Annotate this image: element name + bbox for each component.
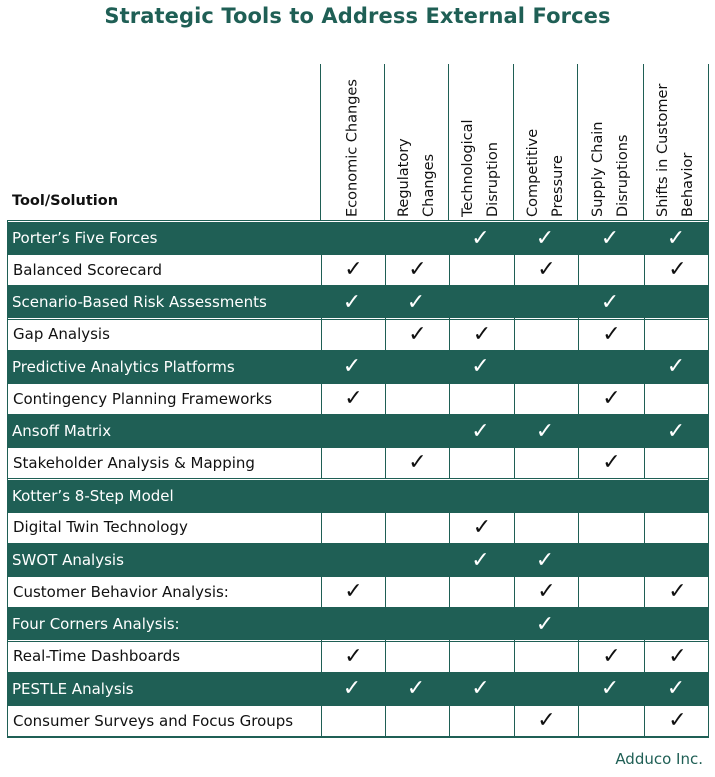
table-row xyxy=(7,447,709,479)
column-header-label: Regulatory Changes xyxy=(395,138,437,217)
tool-name: Four Corners Analysis: xyxy=(12,615,180,634)
check-mark-icon: ✓ xyxy=(449,318,514,350)
empty-cell xyxy=(384,608,448,640)
table-row xyxy=(7,576,709,608)
check-mark-icon: ✓ xyxy=(535,418,555,444)
table-row xyxy=(7,608,709,640)
table-row xyxy=(7,512,709,544)
empty-cell xyxy=(321,705,385,737)
empty-cell xyxy=(513,286,577,318)
column-header-3 xyxy=(513,64,577,220)
empty-cell xyxy=(514,318,578,350)
empty-cell xyxy=(448,480,513,512)
tool-column-header: Tool/Solution xyxy=(12,193,119,209)
check-mark-icon: ✓ xyxy=(514,705,578,737)
tool-name: Digital Twin Technology xyxy=(13,518,188,537)
empty-cell xyxy=(449,383,514,415)
check-mark-icon: ✓ xyxy=(535,611,555,637)
check-mark-icon: ✓ xyxy=(385,447,449,479)
check-mark-icon: ✓ xyxy=(600,225,620,251)
tool-name: Real-Time Dashboards xyxy=(13,647,181,666)
empty-cell xyxy=(514,447,578,479)
tool-name: Contingency Planning Frameworks xyxy=(13,389,273,408)
table-row xyxy=(7,254,709,286)
check-mark-icon: ✓ xyxy=(644,576,710,608)
empty-cell xyxy=(385,383,449,415)
column-header-2 xyxy=(448,64,513,220)
tool-name: Ansoff Matrix xyxy=(12,422,112,441)
empty-cell xyxy=(577,608,643,640)
check-mark-icon: ✓ xyxy=(321,254,385,286)
empty-cell xyxy=(384,480,448,512)
tool-name: Customer Behavior Analysis: xyxy=(13,582,229,601)
empty-cell xyxy=(513,673,577,705)
empty-cell xyxy=(320,480,384,512)
column-header-label: Technological Disruption xyxy=(460,119,501,217)
tool-name: Consumer Surveys and Focus Groups xyxy=(13,711,294,730)
empty-cell xyxy=(577,544,643,576)
empty-cell xyxy=(385,640,449,672)
tool-name: Porter’s Five Forces xyxy=(12,229,158,247)
empty-cell xyxy=(384,415,448,447)
table-row xyxy=(7,480,709,512)
column-header-label: Shifts in Customer Behavior xyxy=(655,83,696,217)
tool-name: Scenario-Based Risk Assessments xyxy=(12,293,267,312)
check-mark-icon: ✓ xyxy=(471,354,490,380)
check-mark-icon: ✓ xyxy=(578,318,644,350)
check-mark-icon: ✓ xyxy=(342,354,362,380)
check-mark-icon: ✓ xyxy=(644,254,710,286)
table-row xyxy=(7,415,709,447)
empty-cell xyxy=(384,351,448,383)
check-mark-icon: ✓ xyxy=(471,225,490,251)
check-mark-icon: ✓ xyxy=(449,511,514,543)
empty-cell xyxy=(578,254,644,286)
empty-cell xyxy=(643,286,709,318)
tool-name: SWOT Analysis xyxy=(12,551,124,569)
check-mark-icon: ✓ xyxy=(535,225,555,251)
check-mark-icon: ✓ xyxy=(578,383,644,415)
empty-cell xyxy=(643,608,709,640)
check-mark-icon: ✓ xyxy=(471,676,490,702)
check-mark-icon: ✓ xyxy=(471,547,490,573)
empty-cell xyxy=(578,511,644,543)
table-row xyxy=(7,351,709,383)
column-header-4 xyxy=(577,64,643,220)
check-mark-icon: ✓ xyxy=(600,289,620,315)
check-mark-icon: ✓ xyxy=(535,547,555,573)
empty-cell xyxy=(449,576,514,608)
empty-cell xyxy=(449,640,514,672)
table-row xyxy=(7,286,709,318)
empty-cell xyxy=(514,511,578,543)
check-mark-icon: ✓ xyxy=(406,289,426,315)
column-header-1 xyxy=(384,64,448,220)
footer-credit: Adduco Inc. xyxy=(615,750,703,768)
tool-name: Kotter’s 8-Step Model xyxy=(12,486,174,505)
check-mark-icon: ✓ xyxy=(514,254,578,286)
check-mark-icon: ✓ xyxy=(644,705,710,737)
empty-cell xyxy=(643,480,709,512)
check-mark-icon: ✓ xyxy=(321,383,385,415)
table-row xyxy=(7,222,709,254)
column-header-5 xyxy=(643,64,709,220)
empty-cell xyxy=(321,511,385,543)
empty-cell xyxy=(644,383,710,415)
empty-cell xyxy=(384,222,448,254)
empty-cell xyxy=(385,511,449,543)
empty-cell xyxy=(320,222,384,254)
check-mark-icon: ✓ xyxy=(578,447,644,479)
empty-cell xyxy=(577,351,643,383)
table-row xyxy=(7,705,709,737)
empty-cell xyxy=(384,544,448,576)
empty-cell xyxy=(577,415,643,447)
empty-cell xyxy=(514,383,578,415)
empty-cell xyxy=(644,511,710,543)
empty-cell xyxy=(385,576,449,608)
empty-cell xyxy=(644,318,710,350)
check-mark-icon: ✓ xyxy=(666,676,686,702)
check-mark-icon: ✓ xyxy=(471,418,490,444)
empty-cell xyxy=(514,640,578,672)
empty-cell xyxy=(449,705,514,737)
check-mark-icon: ✓ xyxy=(321,640,385,672)
empty-cell xyxy=(385,705,449,737)
check-mark-icon: ✓ xyxy=(342,676,362,702)
table-row xyxy=(7,641,709,673)
column-header-label: Economic Changes xyxy=(344,79,360,217)
check-mark-icon: ✓ xyxy=(385,254,449,286)
empty-cell xyxy=(513,480,577,512)
check-mark-icon: ✓ xyxy=(406,676,426,702)
empty-cell xyxy=(320,608,384,640)
page-title: Strategic Tools to Address External Forces xyxy=(104,4,611,28)
check-mark-icon: ✓ xyxy=(666,225,686,251)
empty-cell xyxy=(449,254,514,286)
check-mark-icon: ✓ xyxy=(321,576,385,608)
empty-cell xyxy=(578,705,644,737)
tool-name: Stakeholder Analysis & Mapping xyxy=(13,453,255,472)
table-row xyxy=(7,319,709,351)
empty-cell xyxy=(449,447,514,479)
check-mark-icon: ✓ xyxy=(644,640,710,672)
check-mark-icon: ✓ xyxy=(342,289,362,315)
table-row xyxy=(7,673,709,705)
column-header-label: Competitive Pressure xyxy=(524,128,566,217)
empty-cell xyxy=(321,447,385,479)
tool-name: PESTLE Analysis xyxy=(12,679,134,698)
empty-cell xyxy=(448,608,513,640)
tool-name: Gap Analysis xyxy=(13,325,110,344)
check-mark-icon: ✓ xyxy=(600,676,620,702)
column-header-label: Supply Chain Disruptions xyxy=(589,121,631,217)
check-mark-icon: ✓ xyxy=(514,576,578,608)
empty-cell xyxy=(578,576,644,608)
empty-cell xyxy=(577,480,643,512)
table-row xyxy=(7,544,709,576)
empty-cell xyxy=(448,286,513,318)
empty-cell xyxy=(513,351,577,383)
check-mark-icon: ✓ xyxy=(666,418,686,444)
column-header-0 xyxy=(320,64,384,220)
check-mark-icon: ✓ xyxy=(666,354,686,380)
tool-name: Balanced Scorecard xyxy=(13,260,162,279)
empty-cell xyxy=(644,447,710,479)
empty-cell xyxy=(643,544,709,576)
empty-cell xyxy=(320,544,384,576)
empty-cell xyxy=(321,318,385,350)
table-row xyxy=(7,383,709,415)
check-mark-icon: ✓ xyxy=(578,640,644,672)
empty-cell xyxy=(320,415,384,447)
tool-name: Predictive Analytics Platforms xyxy=(12,357,235,376)
check-mark-icon: ✓ xyxy=(385,318,449,350)
